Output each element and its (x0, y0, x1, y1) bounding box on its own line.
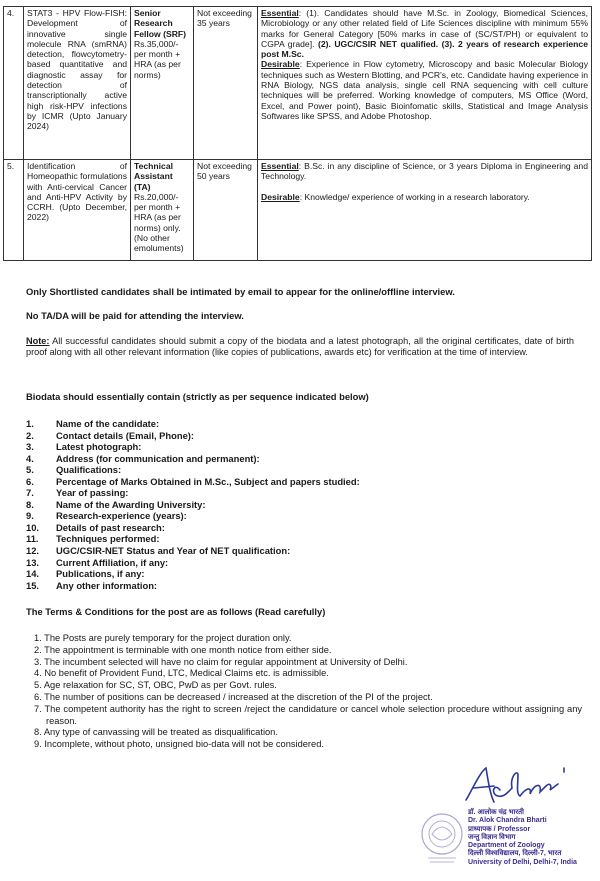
note-paragraph (26, 336, 574, 358)
shortlist-notice: Only Shortlisted candidates shall be intimated by email to appear for the online/offline interview. (26, 286, 455, 297)
list-item: 8. Any type of canvassing will be treated as disqualification. (34, 727, 278, 738)
project-title: Identification of Homeopathic formulations with Anti-cervical Cancer and Anti-HPV Activity by CCRH. (Upto December, 2022) (24, 160, 131, 261)
list-item: 12. UGC/CSIR-NET Status and Year of NET qualification: (26, 545, 291, 557)
desirable-label: Desirable (261, 59, 300, 70)
post-title: Senior Research Fellow (SRF) (134, 8, 187, 39)
list-item: 6. The number of positions can be decreased / increased at the discretion of the PI of the project. (34, 691, 433, 702)
list-item: 11. Techniques performed: (26, 533, 160, 545)
list-item: 2. The appointment is terminable with one month notice from either side. (34, 644, 332, 655)
tada-notice: No TA/DA will be paid for attending the interview. (26, 310, 244, 321)
table-row (4, 7, 592, 160)
list-item: 5. Age relaxation for SC, ST, OBC, PwD as per Govt. rules. (34, 680, 277, 691)
list-item: 4. Address (for communication and permanent): (26, 452, 260, 464)
essential-block (261, 8, 588, 59)
post-cell (131, 7, 194, 160)
list-item: 1. Name of the candidate: (26, 418, 160, 429)
list-item: 14. Publications, if any: (26, 568, 145, 580)
post-title: Technical Assistant (TA) (134, 161, 174, 192)
list-item: 7. The competent authority has the right to screen /reject the candidature or cancel whole selection procedure without assigning any reason. (34, 703, 583, 726)
project-title: STAT3 - HPV Flow-FISH: Development of innovative single molecule RNA (smRNA) detection, flowcytometry-based quantitative and diagnostic assay for detection of transcriptionally active high risk-HPV infections by ICMR (Upto January 2024) (24, 7, 131, 160)
list-item: 3. The incumbent selected will have no claim for regular appointment at University of Delhi. (34, 656, 408, 667)
essential-block (261, 161, 588, 182)
list-item: 9. Research-experience (years): (26, 510, 187, 522)
list-item: 2. Contact details (Email, Phone): (26, 429, 195, 441)
desirable-text: : Experience in Flow cytometry, Microscopy and basic Molecular Biology techniques such as Western Blotting, and PCR's, etc. Candidate having experience in RNA Biology, NGS data analysis, single cell RNA sequencing with cell culture techniques will be preferred. Working knowledge of computers, MS Office (Word, Excel, and Power point), Basic Bioinfomatic skills, Statistical and Image Analysis Softwares like SPSS, and Adobe Photoshop. (261, 59, 588, 121)
essential-text: : (1). Candidates should have M.Sc. in Zoology, Biomedical Sciences, Microbiology or any other related field of Life Sciences discipline with minimum 55% marks for General Category [50% marks in case of (SC/ST/PH) or equivalent to CGPA grade]. (261, 8, 588, 49)
terms-heading: The Terms & Conditions for the post are as follows (Read carefully) (26, 606, 326, 617)
desirable-block (261, 59, 588, 121)
note-text: All successful candidates should submit a copy of the biodata and a latest photograph, all the original certificates, date of birth proof along with all other relevant information (like copies of publications, awards etc) for verification at the time of interview. (26, 336, 574, 358)
essential-text: : B.Sc. in any discipline of Science, or 3 years Diploma in Engineering and Technology. (261, 161, 588, 182)
list-item: 1. The Posts are purely temporary for the project duration only. (34, 633, 292, 643)
essential-label: Essential (261, 8, 299, 18)
essential-bold: (2). UGC/CSIR NET qualified. (3). 2 years of research experience post M.Sc. (261, 38, 588, 60)
signature-scrawl (460, 760, 580, 810)
table-row (4, 160, 592, 261)
desirable-block (261, 192, 588, 202)
list-item: 6. Percentage of Marks Obtained in M.Sc., Subject and papers studied: (26, 475, 360, 487)
age-limit: Not exceeding 35 years (194, 7, 258, 160)
desirable-label: Desirable (261, 191, 300, 202)
signature-stamp: डॉ. आलोक चंद्र भारती Dr. Alok Chandra Bharti प्राध्यापक / Professor जन्तु विज्ञान विभाग Department of Zoology दिल्ली विश्वविद्यालय, दिल्ली-7, भारत University of Delhi, Delhi-7, India (468, 809, 577, 866)
essential-label: Essential (261, 161, 299, 171)
age-limit: Not exceeding 50 years (194, 160, 258, 261)
biodata-list (26, 418, 360, 591)
list-item: 9. Incomplete, without photo, unsigned bio-data will not be considered. (34, 739, 324, 750)
list-item: 4. No benefit of Provident Fund, LTC, Medical Claims etc. is admissible. (34, 668, 329, 679)
list-item: 5. Qualifications: (26, 464, 122, 476)
biodata-heading: Biodata should essentially contain (strictly as per sequence indicated below) (26, 391, 369, 402)
qualification-cell (258, 7, 592, 160)
list-item: 8. Name of the Awarding University: (26, 498, 206, 510)
list-item: 7. Year of passing: (26, 487, 129, 499)
post-cell (131, 160, 194, 261)
post-number: 5. (4, 160, 24, 261)
list-item: 10. Details of past research: (26, 521, 165, 533)
list-item: 15. Any other information: (26, 579, 158, 591)
post-pay: Rs.35,000/- per month + HRA (as per norms) (134, 38, 181, 80)
posts-table (3, 6, 592, 261)
university-seal-icon (420, 806, 464, 868)
post-number: 4. (4, 7, 24, 160)
desirable-text: : Knowledge/ experience of working in a research laboratory. (299, 191, 530, 202)
note-label: Note: (26, 336, 50, 346)
post-pay: Rs.20,000/- per month + HRA (as per norms) only. (No other emoluments) (134, 191, 184, 254)
list-item: 3. Latest photograph: (26, 441, 142, 453)
qualification-cell (258, 160, 592, 261)
terms-list (34, 633, 582, 751)
list-item: 13. Current Affiliation, if any: (26, 556, 169, 568)
